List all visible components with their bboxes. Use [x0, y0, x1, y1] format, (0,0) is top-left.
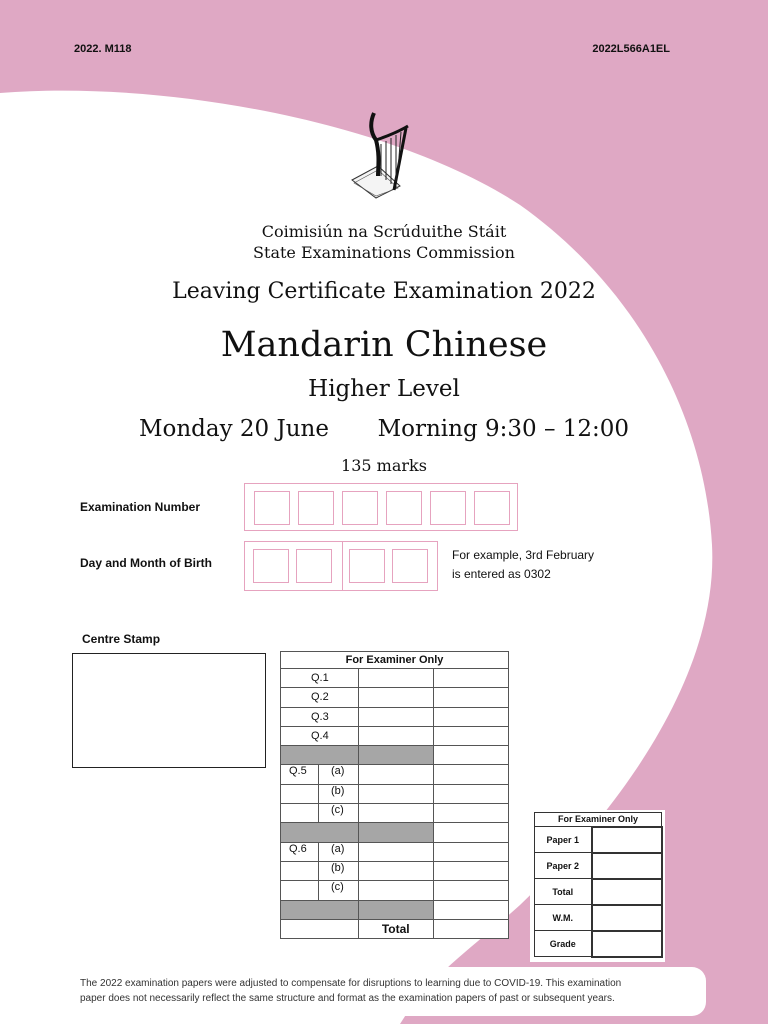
exam-number-digit[interactable] — [254, 491, 290, 525]
marks-cell[interactable] — [358, 861, 433, 880]
subject-title: Mandarin Chinese — [220, 325, 548, 365]
centre-stamp-label: Centre Stamp — [82, 632, 161, 646]
row-label: Q.1 — [281, 669, 359, 688]
marks-cell[interactable] — [358, 707, 433, 726]
table-row — [535, 905, 662, 931]
table-row — [281, 804, 509, 823]
marks-cell[interactable] — [592, 879, 662, 905]
organisation-irish: Coimisiún na Scrúduithe Stáit — [261, 222, 507, 241]
marks-cell[interactable] — [358, 842, 433, 861]
birth-date-field[interactable] — [244, 541, 438, 591]
summary-table-panel — [530, 810, 665, 962]
row-label: Paper 1 — [535, 827, 592, 853]
exam-date: Monday 20 June — [138, 416, 329, 442]
birth-note — [452, 546, 594, 584]
marks-cell[interactable] — [433, 804, 508, 823]
table-row — [281, 746, 509, 765]
marks-cell[interactable] — [433, 784, 508, 803]
centre-stamp-box — [72, 653, 266, 768]
marks-cell[interactable] — [433, 861, 508, 880]
marks-cell[interactable] — [433, 688, 508, 707]
row-label: Q.2 — [281, 688, 359, 707]
table-row — [535, 827, 662, 853]
q6-label-cell — [281, 842, 359, 861]
table-row — [281, 842, 509, 861]
marks-cell[interactable] — [433, 669, 508, 688]
marks-cell[interactable] — [433, 900, 508, 919]
table-row — [535, 879, 662, 905]
exam-number-digit[interactable] — [298, 491, 334, 525]
shaded-cell — [358, 900, 433, 919]
birth-digit[interactable] — [392, 549, 428, 583]
row-label: Q.4 — [281, 726, 359, 745]
birth-note-line2: is entered as 0302 — [452, 567, 551, 581]
marks-cell[interactable] — [592, 853, 662, 879]
total-marks: 135 marks — [341, 456, 427, 475]
row-sublabel: (c) — [318, 881, 358, 899]
exam-number-digit[interactable] — [386, 491, 422, 525]
table-row — [281, 823, 509, 842]
organisation-english: State Examinations Commission — [253, 243, 515, 262]
q5-label-cell — [281, 804, 359, 823]
blank-cell — [281, 919, 359, 938]
table-row — [281, 919, 509, 938]
q5-label-cell — [281, 784, 359, 803]
shaded-cell — [281, 746, 359, 765]
paper-reference: 2022L566A1EL — [592, 43, 670, 55]
q6-label-cell — [281, 881, 359, 900]
covid-notice-line1: The 2022 examination papers were adjusted to compensate for disruptions to learning due to COVID-19. This examination — [80, 978, 622, 989]
table-row — [281, 765, 509, 784]
marks-cell[interactable] — [358, 688, 433, 707]
covid-notice — [66, 967, 706, 1016]
shaded-cell — [358, 746, 433, 765]
table-row — [535, 853, 662, 879]
paper-code: 2022. M118 — [74, 43, 132, 55]
covid-notice-line2: paper does not necessarily reflect the same structure and format as the examination papers of past or subsequent years. — [80, 993, 615, 1004]
examiner-marks-table — [280, 651, 509, 939]
marks-cell[interactable] — [358, 881, 433, 900]
marks-cell[interactable] — [433, 765, 508, 784]
exam-number-digit[interactable] — [342, 491, 378, 525]
row-sublabel: (b) — [318, 862, 358, 880]
table-row — [281, 881, 509, 900]
exam-number-label: Examination Number — [80, 500, 201, 514]
row-label: W.M. — [535, 905, 592, 931]
table-row — [281, 669, 509, 688]
marks-cell[interactable] — [592, 931, 662, 957]
total-cell[interactable] — [433, 919, 508, 938]
birth-note-line1: For example, 3rd February — [452, 548, 595, 562]
harp-book-logo-icon — [348, 110, 418, 200]
row-label: Grade — [535, 931, 592, 957]
exam-number-field[interactable] — [244, 483, 518, 531]
marks-cell[interactable] — [358, 804, 433, 823]
row-sublabel: (c) — [318, 804, 358, 822]
shaded-cell — [281, 900, 359, 919]
marks-cell[interactable] — [433, 726, 508, 745]
marks-cell[interactable] — [358, 669, 433, 688]
table-row — [281, 707, 509, 726]
marks-cell[interactable] — [592, 827, 662, 853]
table-row — [281, 784, 509, 803]
shaded-cell — [281, 823, 359, 842]
birth-label: Day and Month of Birth — [80, 556, 212, 570]
table-row — [281, 688, 509, 707]
exam-number-digit[interactable] — [430, 491, 466, 525]
shaded-cell — [358, 823, 433, 842]
row-label: Total — [535, 879, 592, 905]
row-label: Q.6 — [289, 842, 307, 855]
level: Higher Level — [308, 376, 460, 402]
q6-label-cell — [281, 861, 359, 880]
table-row — [281, 726, 509, 745]
summary-table-title: For Examiner Only — [535, 813, 662, 827]
marks-cell[interactable] — [358, 765, 433, 784]
exam-session: Morning 9:30 – 12:00 — [377, 416, 630, 442]
exam-number-digit[interactable] — [474, 491, 510, 525]
row-label: Q.5 — [289, 765, 307, 778]
marks-cell[interactable] — [433, 823, 508, 842]
exam-title: Leaving Certificate Examination 2022 — [172, 279, 596, 304]
marks-cell[interactable] — [358, 784, 433, 803]
birth-divider — [342, 542, 343, 590]
marks-cell[interactable] — [433, 842, 508, 861]
marks-cell[interactable] — [592, 905, 662, 931]
birth-digit[interactable] — [296, 549, 332, 583]
marks-cell[interactable] — [358, 726, 433, 745]
table-row — [281, 861, 509, 880]
row-label: Paper 2 — [535, 853, 592, 879]
row-sublabel: (a) — [318, 843, 358, 861]
row-sublabel: (b) — [318, 785, 358, 803]
summary-table — [534, 812, 663, 958]
birth-digit[interactable] — [253, 549, 289, 583]
q5-label-cell — [281, 765, 359, 784]
total-label: Total — [358, 919, 433, 938]
marks-cell[interactable] — [433, 707, 508, 726]
table-row — [281, 900, 509, 919]
exam-date-line — [0, 416, 768, 442]
marks-cell[interactable] — [433, 746, 508, 765]
marks-cell[interactable] — [433, 881, 508, 900]
birth-digit[interactable] — [349, 549, 385, 583]
examiner-table-title: For Examiner Only — [281, 652, 509, 669]
row-sublabel: (a) — [318, 765, 358, 783]
row-label: Q.3 — [281, 707, 359, 726]
table-row — [535, 931, 662, 957]
